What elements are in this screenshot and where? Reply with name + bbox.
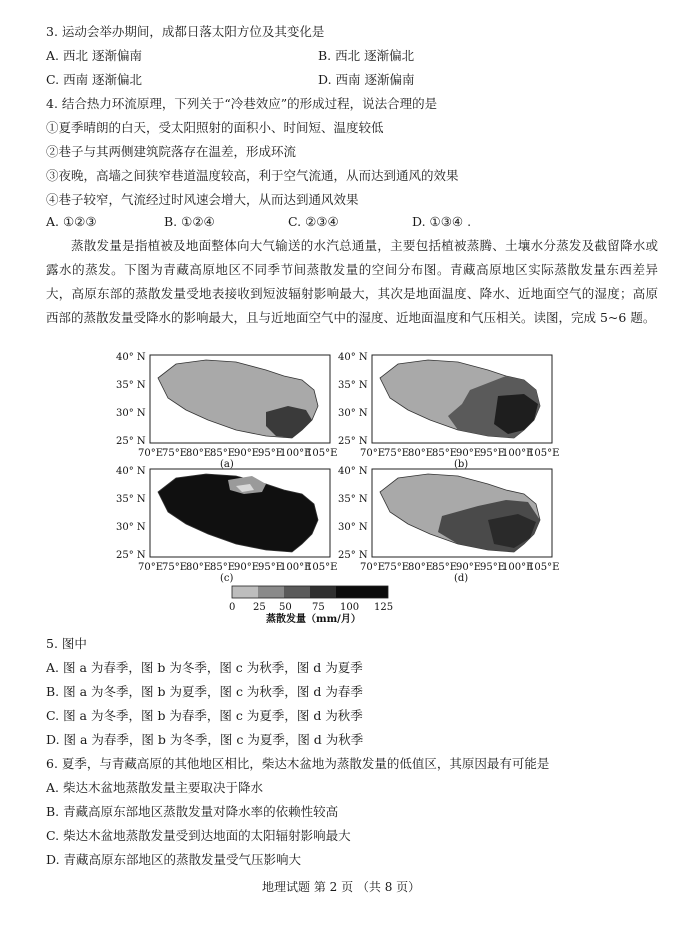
x-tick: 95°E [258,448,284,459]
x-tick: 80°E [186,448,212,459]
panel-label-c: (c) [220,573,234,584]
x-tick: 100°E [280,448,312,459]
q3-option-b: B. 西北 逐渐偏北 [318,48,415,63]
legend-tick: 75 [312,602,325,613]
passage-text: 蒸散发量是指植被及地面整体向大气输送的水汽总通量，主要包括植被蒸腾、土壤水分蒸发及截留降水或露水的蒸发。下图为青藏高原地区不同季节间蒸散发量的空间分布图。青藏高原地区实际蒸散发量东西差异大，高原东部的蒸散发量受地表接收到短波辐射影响最大，其次是地面温度、降水、近地面空气的湿度；高原西部的蒸散发量受降水的影响最大，且与近地面空气中的湿度、近地面温度和气压相关。读图，完成 5~6 题。 [46,238,658,325]
x-tick: 70°E [138,448,164,459]
color-legend [222,584,402,628]
page-footer: 地理试题 第 2 页 （共 8 页） [262,880,421,894]
panel-label-b: (b) [454,459,469,470]
y-tick: 25° N [116,436,146,447]
legend-tick: 25 [253,602,266,613]
x-tick: 70°E [138,562,164,573]
legend-tick: 125 [374,602,394,613]
q4-item-4: ④巷子较窄，气流经过时风速会增大，从而达到通风效果 [46,192,359,207]
x-tick: 85°E [210,562,236,573]
x-tick: 80°E [408,562,434,573]
x-tick: 100°E [502,448,534,459]
panel-label-d: (d) [454,573,469,584]
q4-option-a: A. ①②③ [46,214,97,229]
legend-tick: 100 [340,602,360,613]
x-tick: 105°E [528,562,560,573]
x-tick: 70°E [360,562,386,573]
y-tick: 40° N [116,352,146,363]
q5-option-a: A. 图 a 为春季，图 b 为冬季，图 c 为秋季，图 d 为夏季 [46,660,363,675]
x-tick: 90°E [456,562,482,573]
q3-option-d: D. 西南 逐渐偏南 [318,72,415,87]
y-tick: 35° N [116,494,146,505]
q4-option-c: C. ②③④ [288,214,339,229]
x-tick: 85°E [210,448,236,459]
x-tick: 75°E [384,448,410,459]
q4-option-b: B. ①②④ [164,214,215,229]
x-tick: 90°E [456,448,482,459]
x-tick: 100°E [280,562,312,573]
map-panel-b [338,350,568,470]
q4-option-d: D. ①③④ . [412,214,472,229]
x-tick: 80°E [408,448,434,459]
y-tick: 40° N [338,466,368,477]
y-tick: 30° N [338,522,368,533]
y-tick: 30° N [116,522,146,533]
map-panel-a [116,350,338,470]
x-tick: 90°E [234,448,260,459]
q5-option-c: C. 图 a 为冬季，图 b 为春季，图 c 为夏季，图 d 为秋季 [46,708,363,723]
x-tick: 85°E [432,562,458,573]
x-tick: 85°E [432,448,458,459]
q3-option-a: A. 西北 逐渐偏南 [46,48,142,63]
y-tick: 30° N [116,408,146,419]
y-tick: 35° N [338,380,368,391]
y-tick: 25° N [338,436,368,447]
q6-option-b: B. 青藏高原东部地区蒸散发量对降水率的依赖性较高 [46,804,339,819]
q6-option-a: A. 柴达木盆地蒸散发量主要取决于降水 [46,780,263,795]
q6-option-d: D. 青藏高原东部地区的蒸散发量受气压影响大 [46,852,302,867]
legend-title: 蒸散发量（mm/月） [266,614,361,625]
q3-stem: 3. 运动会举办期间，成都日落太阳方位及其变化是 [46,24,325,39]
y-tick: 35° N [338,494,368,505]
y-tick: 40° N [338,352,368,363]
q6-option-c: C. 柴达木盆地蒸散发量受到达地面的太阳辐射影响最大 [46,828,351,843]
legend-tick: 50 [279,602,292,613]
legend-tick: 0 [229,602,236,613]
x-tick: 105°E [306,562,338,573]
x-tick: 105°E [528,448,560,459]
panel-label-a: (a) [220,459,234,470]
q5-stem: 5. 图中 [46,636,87,651]
q3-option-c: C. 西南 逐渐偏北 [46,72,143,87]
y-tick: 30° N [338,408,368,419]
x-tick: 70°E [360,448,386,459]
q5-option-b: B. 图 a 为冬季，图 b 为夏季，图 c 为秋季，图 d 为春季 [46,684,363,699]
q4-item-2: ②巷子与其两侧建筑院落存在温差，形成环流 [46,144,297,159]
x-tick: 95°E [480,448,506,459]
x-tick: 75°E [162,562,188,573]
x-tick: 90°E [234,562,260,573]
x-tick: 105°E [306,448,338,459]
q4-item-3: ③夜晚，高墙之间狭窄巷道温度较高，利于空气流通，从而达到通风的效果 [46,168,459,183]
q5-option-d: D. 图 a 为春季，图 b 为冬季，图 c 为夏季，图 d 为秋季 [46,732,364,747]
y-tick: 35° N [116,380,146,391]
x-tick: 80°E [186,562,212,573]
y-tick: 40° N [116,466,146,477]
x-tick: 100°E [502,562,534,573]
map-panel-d [338,464,568,584]
q4-item-1: ①夏季晴朗的白天，受太阳照射的面积小、时间短、温度较低 [46,120,384,135]
map-panel-c [116,464,338,584]
y-tick: 25° N [338,550,368,561]
y-tick: 25° N [116,550,146,561]
x-tick: 75°E [384,562,410,573]
x-tick: 95°E [480,562,506,573]
x-tick: 75°E [162,448,188,459]
q6-stem: 6. 夏季，与青藏高原的其他地区相比，柴达木盆地为蒸散发量的低值区，其原因最有可能是 [46,756,550,771]
q4-stem: 4. 结合热力环流原理，下列关于“冷巷效应”的形成过程，说法合理的是 [46,96,438,111]
x-tick: 95°E [258,562,284,573]
